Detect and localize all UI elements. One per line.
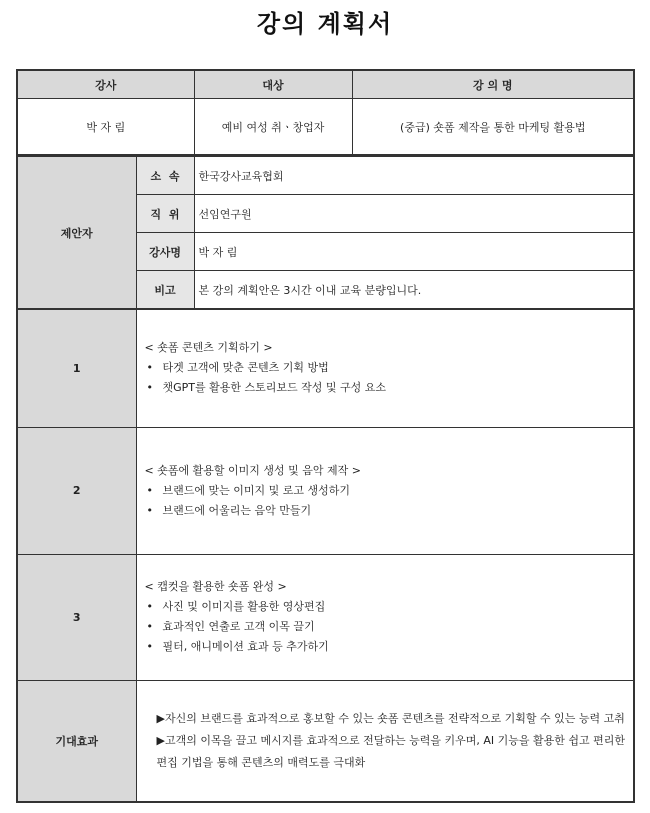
course-title: (중급) 숏폼 제작을 통한 마케팅 활용법 [352, 99, 634, 156]
header-course: 강 의 명 [352, 70, 634, 99]
session-heading: < 캡컷을 활용한 숏폼 완성 > [144, 580, 287, 593]
effect-line: ▶자신의 브랜드를 효과적으로 홍보할 수 있는 숏폼 콘텐츠를 전략적으로 기획할 수 있는 능력 고취 [156, 711, 625, 725]
list-item: • 브랜드에 맞는 이미지 및 로고 생성하기 [145, 481, 626, 501]
lecture-plan-table [16, 69, 635, 803]
affiliation-value: 한국강사교육협회 [194, 157, 634, 195]
session-row-2 [17, 427, 634, 554]
list-item: • 브랜드에 어울리는 음악 만들기 [145, 501, 626, 521]
session-content [136, 309, 634, 427]
target-audience: 예비 여성 취ㆍ창업자 [194, 99, 352, 156]
document-title: 강의 계획서 [256, 10, 394, 38]
session-heading: < 숏폼 콘텐츠 기획하기 > [144, 341, 273, 355]
session-number: 3 [17, 554, 136, 680]
header-instructor: 강사 [17, 70, 194, 99]
effect-content [136, 680, 634, 802]
session-heading: < 숏폼에 활용할 이미지 생성 및 음악 제작 > [144, 463, 361, 477]
session-item-list [145, 597, 626, 657]
instructor-name: 박 자 림 [17, 99, 194, 156]
list-item: • 효과적인 연출로 고객 이목 끌기 [145, 617, 626, 637]
session-row-1 [17, 309, 634, 427]
instructor-name-value: 박 자 림 [194, 233, 634, 271]
effect-label: 기대효과 [17, 680, 136, 802]
session-content [136, 554, 634, 680]
session-row-3 [17, 554, 634, 680]
affiliation-label: 소 속 [136, 157, 194, 195]
note-value: 본 강의 계획안은 3시간 이내 교육 분량입니다. [194, 271, 634, 310]
session-number: 2 [17, 427, 136, 554]
session-number: 1 [17, 309, 136, 427]
list-item: • 사진 및 이미지를 활용한 영상편집 [145, 597, 626, 617]
session-item-list [145, 481, 626, 521]
header-row [17, 70, 634, 99]
session-content [136, 427, 634, 554]
note-label: 비고 [136, 271, 194, 310]
info-row [17, 99, 634, 156]
list-item: • 필터, 애니메이션 효과 등 추가하기 [145, 637, 626, 657]
position-label: 직 위 [136, 195, 194, 233]
effect-row [17, 680, 634, 802]
proposer-label: 제안자 [17, 157, 136, 310]
proposer-row-affiliation [17, 157, 634, 195]
list-item: • 타겟 고객에 맞춘 콘텐츠 기획 방법 [145, 358, 626, 378]
session-item-list [145, 358, 626, 398]
position-value: 선임연구원 [194, 195, 634, 233]
instructor-name-label: 강사명 [136, 233, 194, 271]
effect-line: ▶고객의 이목을 끌고 메시지를 효과적으로 전달하는 능력을 키우며, AI 기능을 활용한 쉽고 편리한 편집 기법을 통해 콘텐츠의 매력도를 극대화 [156, 733, 625, 769]
list-item: • 챗GPT를 활용한 스토리보드 작성 및 구성 요소 [145, 378, 626, 398]
header-target: 대상 [194, 70, 352, 99]
